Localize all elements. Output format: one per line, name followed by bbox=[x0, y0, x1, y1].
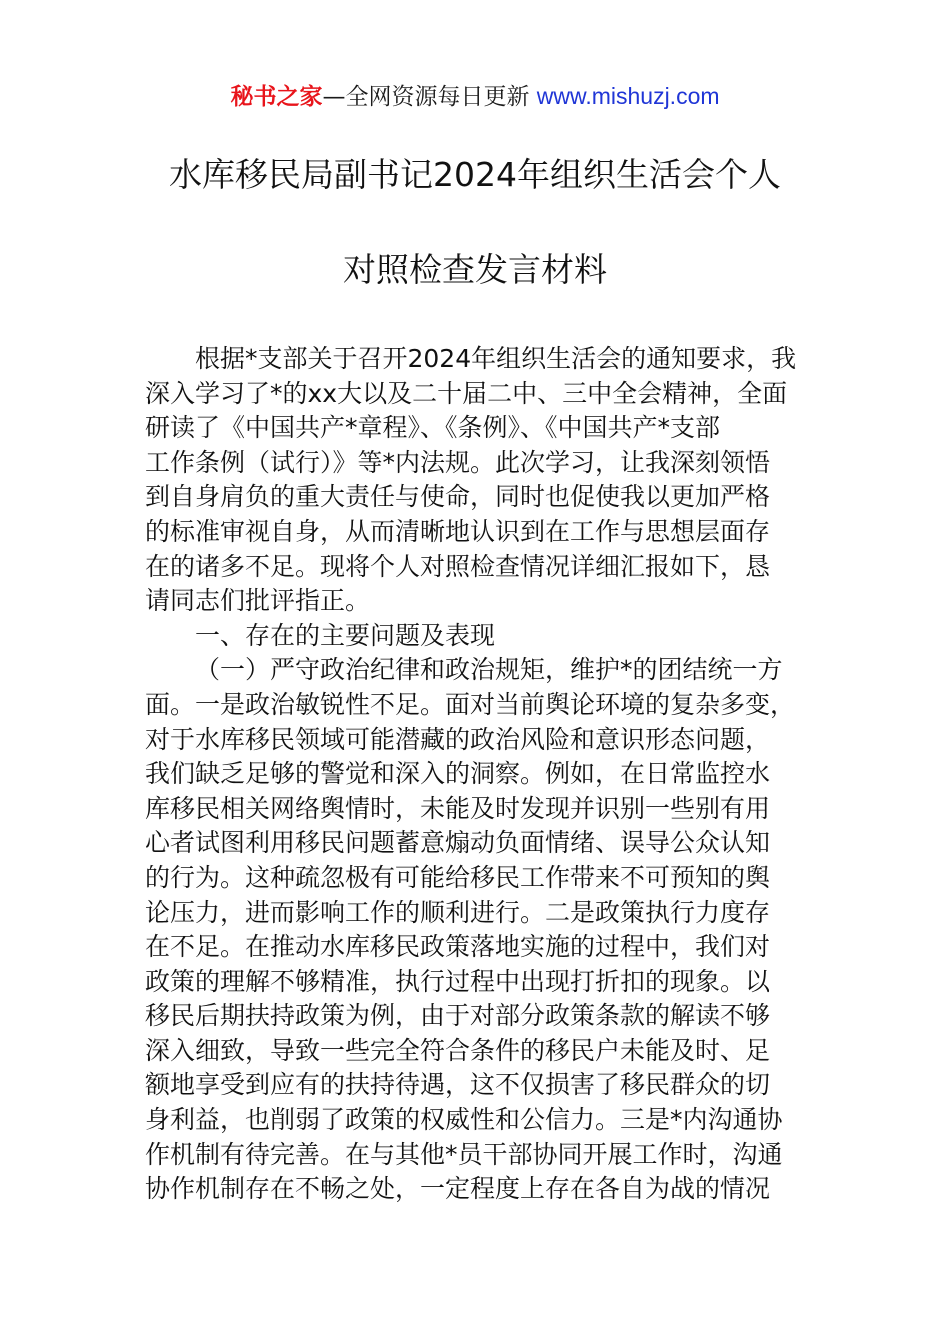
document-body bbox=[145, 342, 825, 1207]
paragraph-line: 在不足。在推动水库移民政策落地实施的过程中，我们对 bbox=[145, 932, 771, 962]
site-header bbox=[0, 80, 950, 113]
paragraph-line: 移民后期扶持政策为例，由于对部分政策条款的解读不够 bbox=[145, 1001, 771, 1031]
paragraph-line: 心者试图利用移民问题蓄意煽动负面情绪、误导公众认知 bbox=[145, 828, 771, 858]
paragraph-line: 研读了《中国共产*章程》、《条例》、《中国共产*支部 bbox=[145, 413, 721, 443]
paragraph-line: 工作条例（试行）》等*内法规。此次学习，让我深刻领悟 bbox=[145, 447, 771, 477]
paragraph-line: 对于水库移民领域可能潜藏的政治风险和意识形态问题， bbox=[145, 724, 771, 754]
paragraph-line: 身利益，也削弱了政策的权威性和公信力。三是*内沟通协 bbox=[145, 1105, 783, 1135]
paragraph-line: 根据*支部关于召开2024年组织生活会的通知要求，我 bbox=[195, 344, 797, 373]
site-tagline: —全网资源每日更新 bbox=[322, 84, 537, 110]
paragraph-line: 政策的理解不够精准，执行过程中出现打折扣的现象。以 bbox=[145, 966, 771, 996]
paragraph-line: 面。一是政治敏锐性不足。面对当前舆论环境的复杂多变， bbox=[145, 689, 796, 719]
section-heading: 一、存在的主要问题及表现 bbox=[195, 620, 496, 650]
paragraph-line: 作机制有待完善。在与其他*员干部协同开展工作时，沟通 bbox=[145, 1139, 783, 1169]
paragraph-line: （一）严守政治纪律和政治规矩，维护*的团结统一方 bbox=[195, 655, 783, 685]
paragraph-line: 额地享受到应有的扶持待遇，这不仅损害了移民群众的切 bbox=[145, 1070, 771, 1100]
document-title-line-2: 对照检查发言材料 bbox=[343, 250, 607, 289]
paragraph-line: 库移民相关网络舆情时，未能及时发现并识别一些别有用 bbox=[145, 793, 771, 823]
paragraph-line: 协作机制存在不畅之处，一定程度上存在各自为战的情况 bbox=[145, 1174, 771, 1204]
paragraph-line: 我们缺乏足够的警觉和深入的洞察。例如，在日常监控水 bbox=[145, 759, 771, 789]
paragraph-line: 的标准审视自身，从而清晰地认识到在工作与思想层面存 bbox=[145, 516, 771, 546]
paragraph-line: 在的诸多不足。现将个人对照检查情况详细汇报如下，恳 bbox=[145, 551, 771, 581]
paragraph-line: 到自身肩负的重大责任与使命，同时也促使我以更加严格 bbox=[145, 482, 771, 512]
paragraph-line: 的行为。这种疏忽极有可能给移民工作带来不可预知的舆 bbox=[145, 862, 771, 892]
paragraph-line: 论压力，进而影响工作的顺利进行。二是政策执行力度存 bbox=[145, 897, 771, 927]
paragraph-line: 深入细致，导致一些完全符合条件的移民户未能及时、足 bbox=[145, 1035, 771, 1065]
site-brand: 秘书之家 bbox=[230, 84, 323, 110]
paragraph-line: 请同志们批评指正。 bbox=[145, 586, 371, 616]
site-url[interactable]: www.mishuzj.com bbox=[536, 83, 720, 109]
paragraph-line: 深入学习了*的xx大以及二十届二中、三中全会精神，全面 bbox=[145, 378, 788, 408]
document-title-line-1: 水库移民局副书记2024年组织生活会个人 bbox=[169, 155, 781, 194]
